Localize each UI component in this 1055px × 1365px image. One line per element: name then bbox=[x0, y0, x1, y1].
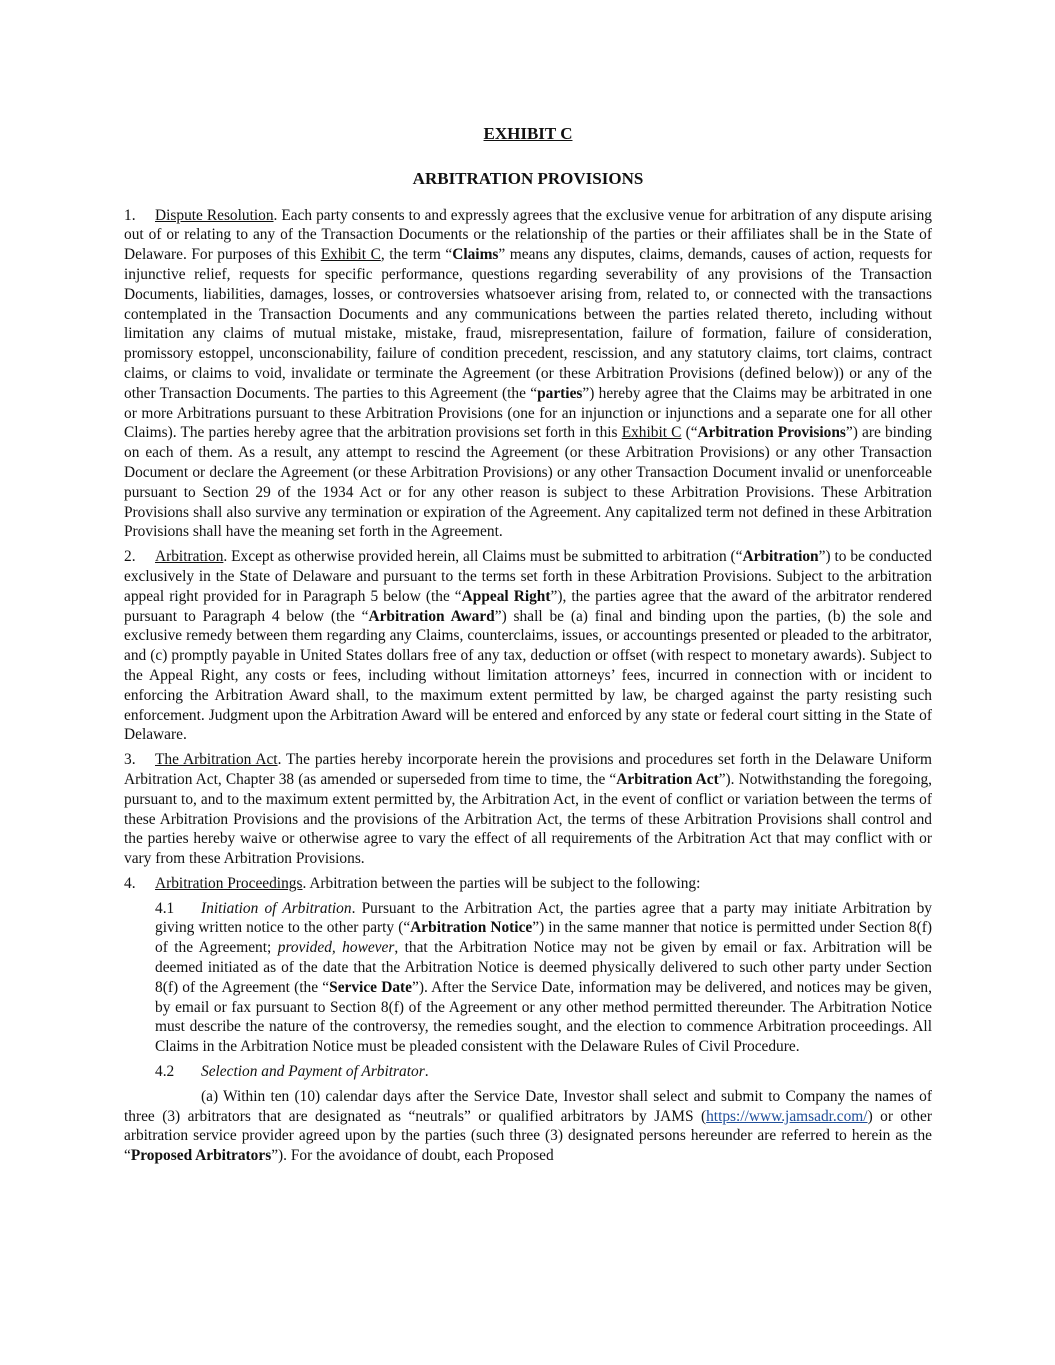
defined-term-arbitration: Arbitration bbox=[742, 548, 819, 566]
defined-term-claims: Claims bbox=[452, 246, 499, 264]
section-3-heading: The Arbitration Act bbox=[155, 751, 278, 769]
exhibit-c-reference: Exhibit C bbox=[320, 246, 381, 264]
section-4-2-a: (a) Within ten (10) calendar days after the Service Date, Investor shall select and submit to Company the names of three (3) arbitrators that are designated as “neutrals” or qualified arbitrators by JAMS (https://www.jamsadr.com/) or other arbitration service provider agreed upon by the parties (such three (3) designated persons hereunder are referred to herein as the “Proposed Arbitrators”). For the avoidance of doubt, each Proposed bbox=[124, 1087, 932, 1165]
section-4-arbitration-proceedings: 4. Arbitration Proceedings. Arbitration between the parties will be subject to the following: bbox=[124, 874, 701, 892]
section-4-1-initiation: 4.1 Initiation of Arbitration. Pursuant to the Arbitration Act, the parties agree that a party may initiate Arbitration by giving written notice to the other party (“Arbitration Notice”) in the same manner that notice is permitted under Section 8(f) of the Agreement; provided, however, that the Arbitration Notice may not be given by email or fax. Arbitration will be deemed initiated as of the date that the Arbitration Notice is deemed physically delivered to such other party under Section 8(f) of the Agreement (the “Service Date”). After the Service Date, information may be delivered, and notices may be given, by email or fax pursuant to Section 8(f) of the Agreement or any other method permitted thereunder. The Arbitration Notice must describe the nature of the controversy, the remedies sought, and the election to commence Arbitration proceedings. All Claims in the Arbitration Notice must be pleaded consistent with the Delaware Rules of Civil Procedure. bbox=[155, 899, 933, 1056]
defined-term-arbitration-act: Arbitration Act bbox=[616, 770, 719, 788]
exhibit-c-reference: Exhibit C bbox=[621, 424, 682, 442]
section-1-dispute-resolution: 1. Dispute Resolution. Each party consents to and expressly agrees that the exclusive venue for arbitration of any dispute arising out of or relating to any of the Transaction Documents or the relationship of the parties or their affiliates shall be in the State of Delaware. For purposes of this Exhibit C, the term “Claims” means any disputes, claims, demands, causes of action, requests for injunctive relief, requests for specific performance, questions regarding severability of any provisions of the Transaction Documents, liabilities, damages, losses, or controversies whatsoever arising from, related to, or connected with the transactions contemplated in the Transaction Documents and any communications between the parties related thereto, including without limitation any claims of mutual mistake, mistake, fraud, misrepresentation, failure of formation, failure of consideration, promissory estoppel, unconscionability, failure of condition precedent, rescission, and any statutory claims, tort claims, contract claims, or claims to void, invalidate or terminate the Agreement (or these Arbitration Provisions (defined below)) or any of the other Transaction Documents. The parties to this Agreement (the “parties”) hereby agree that the Claims may be arbitrated in one or more Arbitrations pursuant to these Arbitration Provisions (one for an injunction or injunctions and a separate one for all other Claims). The parties hereby agree that the arbitration provisions set forth in this Exhibit C (“Arbitration Provisions”) are binding on each of them. As a result, any attempt to rescind the Agreement (or these Arbitration Provisions) or any other Transaction Document or declare the Agreement (or these Arbitration Provisions) or any other Transaction Document invalid or unenforceable pursuant to Section 29 of the 1934 Act or for any other reason is subject to these Arbitration Provisions. These Arbitration Provisions shall also survive any termination or expiration of the Agreement. Any capitalized term not defined in these Arbitration Provisions shall have the meaning set forth in the Agreement. bbox=[124, 206, 932, 541]
section-4-2-heading: Selection and Payment of Arbitrator bbox=[201, 1063, 425, 1081]
document-title: ARBITRATION PROVISIONS bbox=[412, 168, 644, 188]
defined-term-parties: parties bbox=[537, 384, 583, 402]
section-2-arbitration: 2. Arbitration. Except as otherwise provided herein, all Claims must be submitted to arbitration (“Arbitration”) to be conducted exclusively in the State of Delaware and pursuant to the terms set forth in these Arbitration Provisions. Subject to the arbitration appeal right provided for in Paragraph 5 below (the “Appeal Right”), the parties agree that the award of the arbitrator rendered pursuant to Paragraph 4 below (the “Arbitration Award”) shall be (a) final and binding upon the parties, (b) the sole and exclusive remedy between them regarding any Claims, counterclaims, issues, or accountings presented or pleaded to the arbitrator, and (c) promptly payable in United States dollars free of any tax, deduction or offset (with respect to monetary awards). Subject to the Appeal Right, any costs or fees, including without limitation attorneys’ fees, incurred in connection with or incident to enforcing the Arbitration Award shall, to the maximum extent permitted by law, be charged against the party resisting such enforcement. Judgment upon the Arbitration Award will be entered and enforced by any state or federal court sitting in the State of Delaware. bbox=[124, 548, 933, 744]
section-4-2-selection: 4.2 Selection and Payment of Arbitrator. bbox=[155, 1063, 429, 1081]
defined-term-arbitration-award: Arbitration Award bbox=[368, 607, 495, 625]
section-4-1-heading: Initiation of Arbitration bbox=[201, 899, 352, 917]
defined-term-appeal-right: Appeal Right bbox=[461, 587, 551, 605]
section-2-heading: Arbitration bbox=[155, 548, 224, 566]
section-4-heading: Arbitration Proceedings bbox=[155, 874, 303, 892]
exhibit-heading: EXHIBIT C bbox=[483, 124, 573, 143]
defined-term-proposed-arbitrators: Proposed Arbitrators bbox=[130, 1147, 272, 1165]
defined-term-arbitration-notice: Arbitration Notice bbox=[410, 919, 533, 937]
jams-link[interactable]: https://www.jamsadr.com/ bbox=[706, 1107, 868, 1125]
defined-term-service-date: Service Date bbox=[329, 978, 412, 996]
section-1-heading: Dispute Resolution bbox=[155, 206, 274, 224]
section-3-arbitration-act: 3. The Arbitration Act. The parties hereby incorporate herein the provisions and procedures set forth in the Delaware Uniform Arbitration Act, Chapter 38 (as amended or superseded from time to time, the “Arbitration Act”). Notwithstanding the foregoing, pursuant to, and to the maximum extent permitted by, the Arbitration Act, in the event of conflict or variation between the terms of these Arbitration Provisions and the provisions of the Arbitration Act, the terms of these Arbitration Provisions shall control and the parties hereby waive or otherwise agree to vary the effect of all requirements of the Arbitration Act that may conflict with or vary from these Arbitration Provisions. bbox=[124, 751, 932, 868]
defined-term-arbitration-provisions: Arbitration Provisions bbox=[697, 424, 846, 442]
document-page bbox=[124, 124, 932, 1171]
